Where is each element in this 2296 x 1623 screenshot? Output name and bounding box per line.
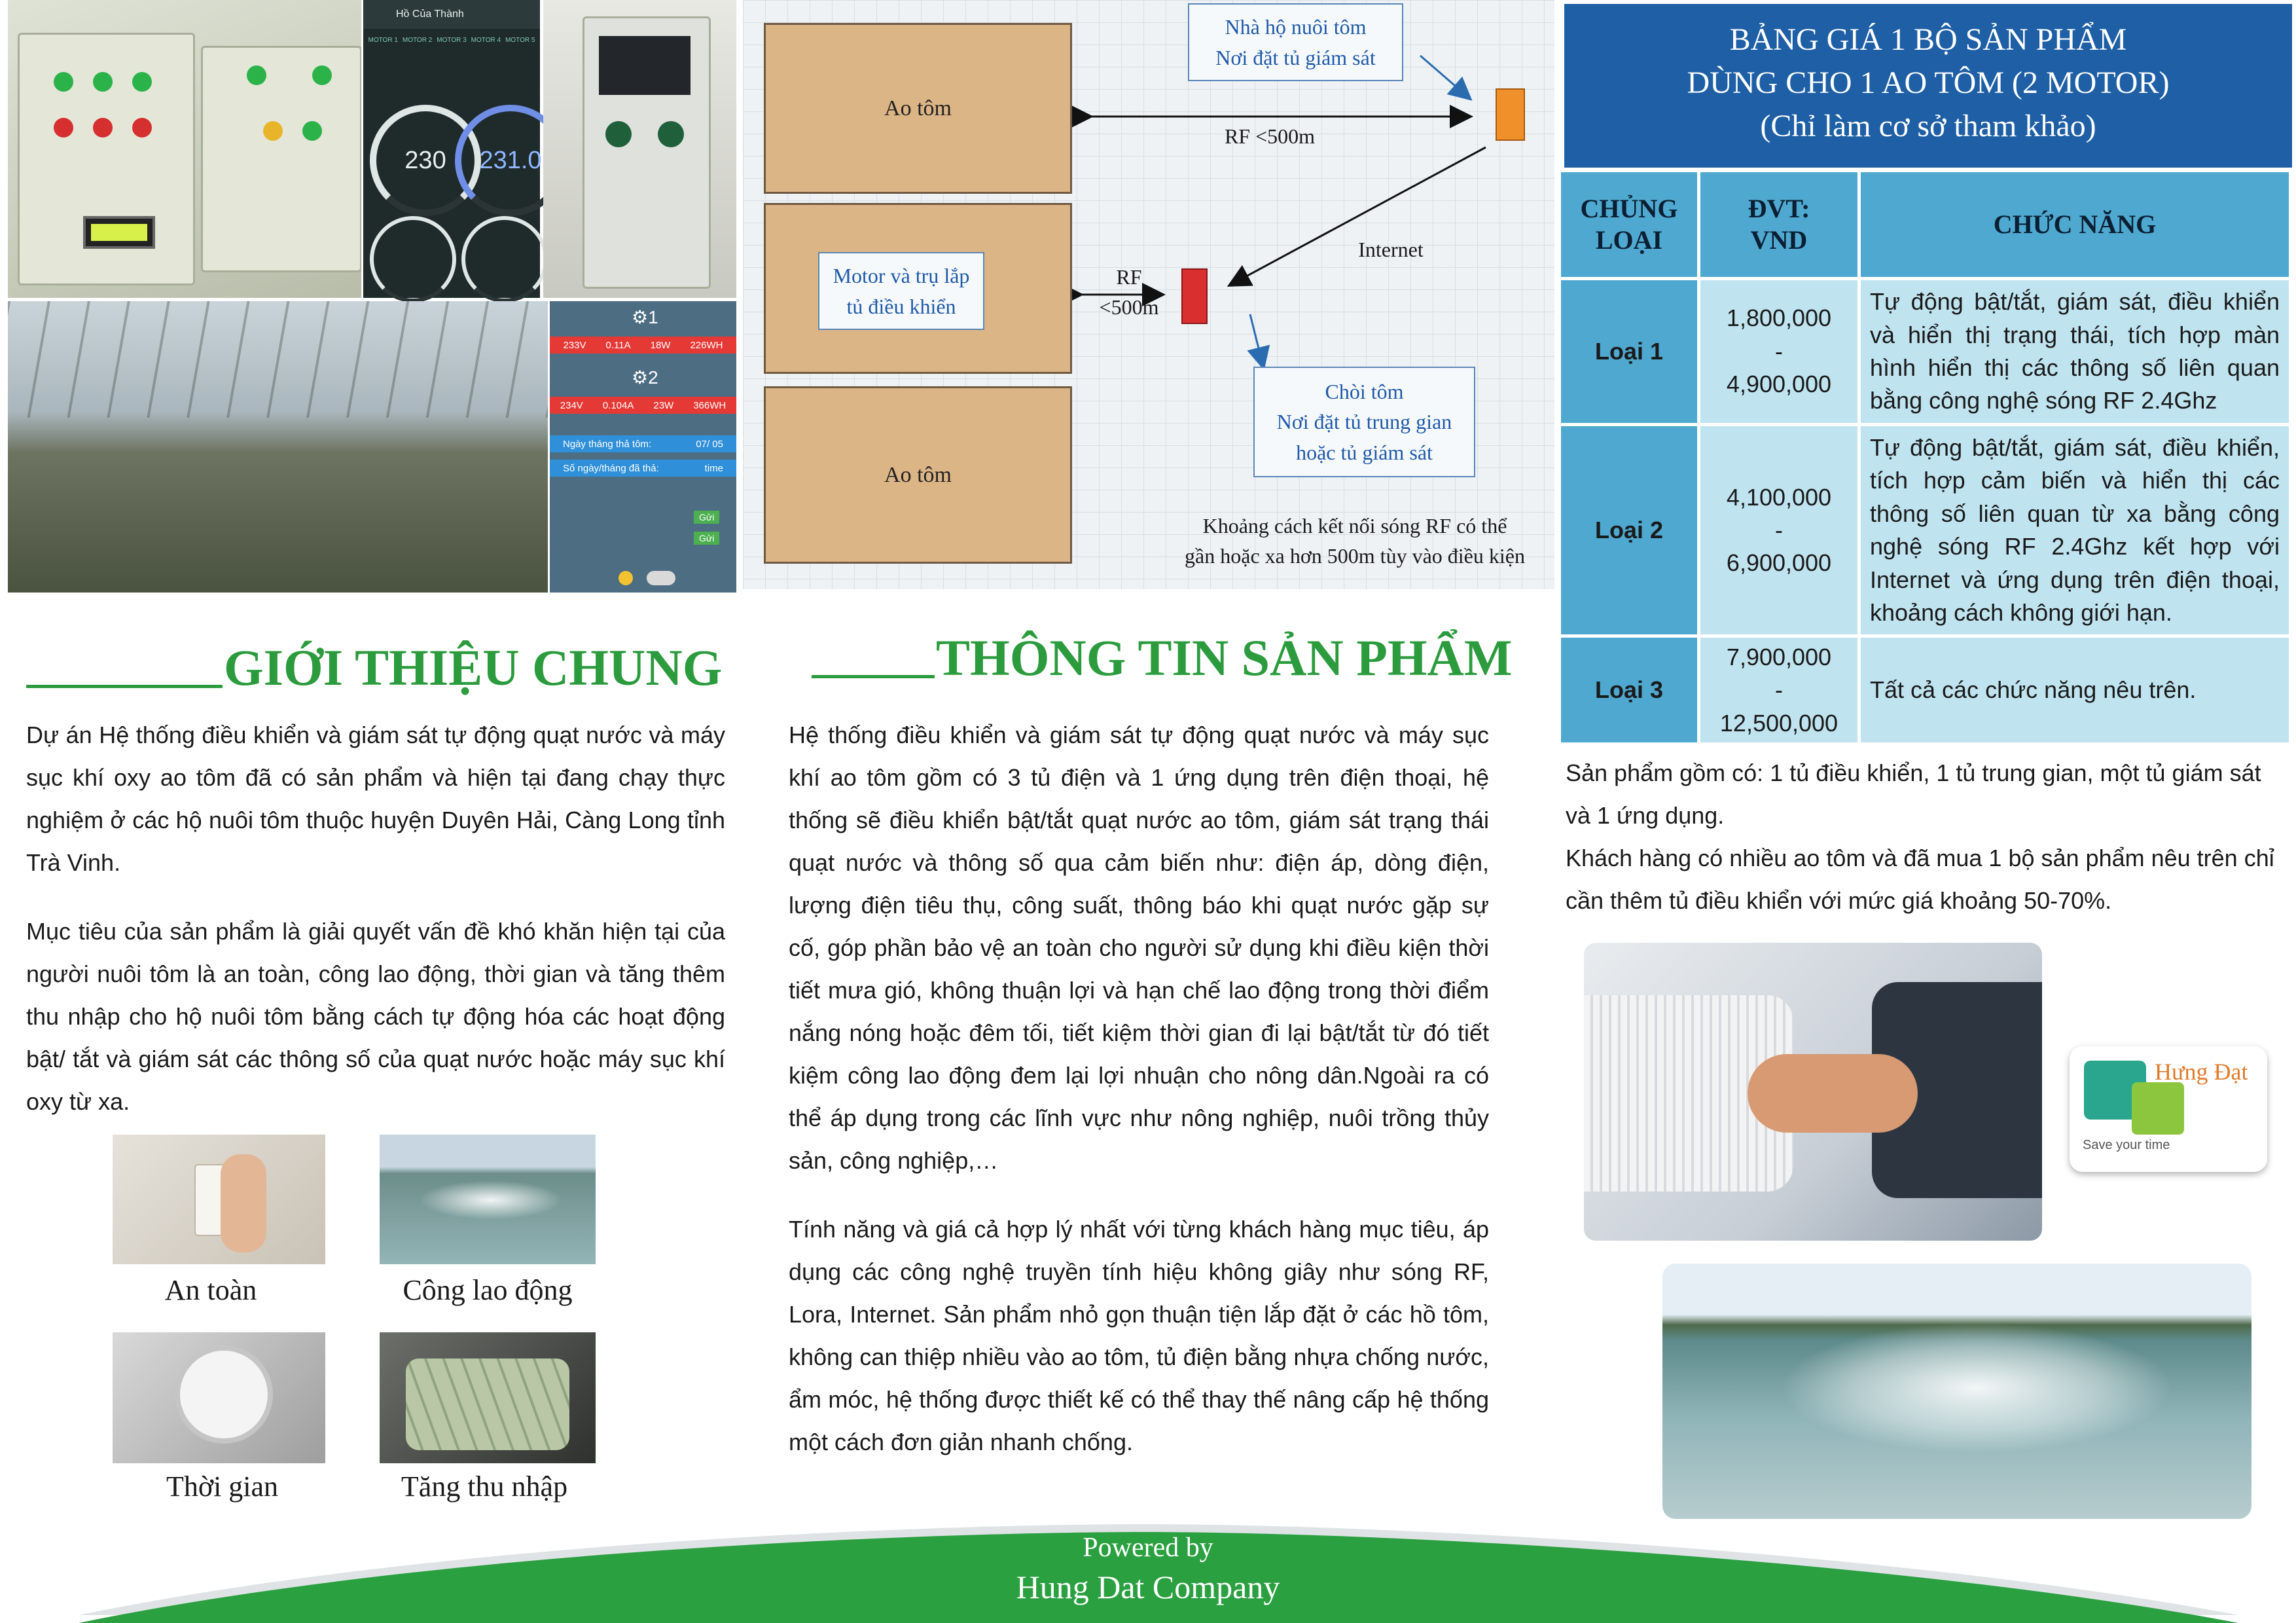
motor-2-reading: 234V 0.104A 23W 366WH [550,397,736,414]
intro-paragraph-1: Dự án Hệ thống điều khiển và giám sát tự động quạt nước và máy sục khí oxy ao tôm đã có sản phẩm và hiện tại đang chạy thực nghiệm ở các hộ nuôi tôm thuộc huyện Duyên Hải, Càng Long tỉnh Trà Vinh. [26,721,725,876]
row-price: 7,900,000 - 12,500,000 [1700,638,1857,742]
company-logo [2070,1046,2267,1172]
days-stocked-row[interactable]: Số ngày/tháng đã thả: time [550,460,736,477]
motor-box: Motor và trụ lắp tủ điều khiển [818,252,984,330]
row-type: Loại 1 [1561,280,1697,423]
col-header-unit: ĐVT: VND [1700,172,1857,277]
table-row [1561,426,2289,634]
row-function: Tự động bật/tắt, giám sát, điều khiển và hiển thị trạng thái, tích hợp màn hình hiển thị các thông số liên quan bằng công nghệ sóng RF 2.4Ghz [1861,280,2289,423]
row-price: 1,800,000 - 4,900,000 [1700,280,1857,423]
rf-range-top: RF <500m [1224,124,1316,148]
tile-caption-income: Tăng thu nhập [401,1470,568,1503]
aerator-pond-photo [1662,1264,2251,1519]
price-note-1: Sản phẩm gồm có: 1 tủ điều khiển, 1 tủ trung gian, một tủ giám sát và 1 ứng dụng. [1566,759,2261,829]
product-text [789,714,1489,1463]
time-image [113,1332,325,1463]
price-table [1558,169,2292,746]
phone-app-screenshot [363,0,540,298]
col-header-function: CHỨC NĂNG [1861,172,2289,277]
tile-caption-time: Thời gian [166,1470,279,1503]
product-heading: THÔNG TIN SẢN PHẨM [812,622,1512,687]
phone-tab[interactable]: MOTOR 4 [471,37,501,44]
price-title-line-3: (Chỉ làm cơ sở tham khảo) [1760,109,2096,143]
monitor-cabinet-icon [1496,88,1525,141]
voltage-gauge: 231.0 [455,105,566,216]
price-title [1564,4,2292,168]
price-notes [1566,752,2286,922]
control-cabinet-photo [8,0,361,298]
intro-heading: GIỚI THIỆU CHUNG [26,632,722,697]
tile-caption-safety: An toàn [164,1274,257,1306]
product-paragraph-1: Hệ thống điều khiển và giám sát tự động quạt nước và máy sục khí ao tôm gồm có 3 tủ điện và 1 ứng dụng trên điện thoại, hệ thống sẽ điều khiển bật/tắt quạt nước ao tôm, giám sát trạng thái quạt nước và thông số qua cảm biến như: điện áp, dòng điện, lượng điện tiêu thụ, công suất, thông báo khi quạt nước gặp sự cố, góp phần bảo vệ an toàn cho người sử dụng khi điều kiện thời tiết mưa gió, không thuận lợi và hạn chế lao động trong thời điểm nắng nóng hoặc đêm tối, tiết kiệm thời gian đi lại bật/tắt từ đó tiết kiệm công lao động đem lại lợi nhuận cho nông dân.Ngoài ra có thể áp dụng trong các lĩnh vực như nông nghiệp, nuôi trồng thủy sản, công nghiệp,… [789,721,1489,1174]
row-type: Loại 3 [1561,638,1697,742]
motor-2-label: ⚙2 [632,367,658,388]
motor-icon: ⚙ [632,307,649,327]
table-row [1561,280,2289,423]
row-type: Loại 2 [1561,426,1697,634]
price-note-2: Khách hàng có nhiều ao tôm và đã mua 1 bộ sản phẩm nêu trên chỉ cần thêm tủ điều khiển với mức giá khoảng 50-70%. [1566,845,2274,914]
voltage-gauge: 230 [370,105,481,216]
hut-box: Chòi tôm Nơi đặt tủ trung gian hoặc tủ giám sát [1253,367,1475,477]
shrimp-pond-photo [8,301,548,593]
cabinet-photo-2 [543,0,736,298]
house-box: Nhà hộ nuôi tôm Nơi đặt tủ giám sát [1188,3,1403,81]
price-title-line-2: DÙNG CHO 1 AO TÔM (2 MOTOR) [1687,65,2170,100]
footer-company: Hung Dat Company [1016,1569,1280,1605]
motor-1-label: ⚙1 [632,307,658,327]
price-title-line-1: BẢNG GIÁ 1 BỘ SẢN PHẨM [1729,22,2127,57]
intro-text [26,714,725,1123]
bulb-icon[interactable] [619,571,633,585]
power-gauge [461,216,548,302]
stock-date-row[interactable]: Ngày tháng thả tôm: 07/ 05 [550,435,736,452]
phone-tab[interactable]: MOTOR 5 [505,37,535,44]
phone-header: Hồ Của Thành [363,0,540,29]
logo-tagline: Save your time [2083,1138,2170,1152]
clock-icon [175,1345,273,1444]
row-function: Tự động bật/tắt, giám sát, điều khiển, tích hợp cảm biến và hiển thị các thông số liên quan từ xa bằng công nghệ sóng RF 2.4Ghz kết hợp với Internet và ứng dụng trên điện thoại, khoảng cách không giới hạn. [1861,426,2289,634]
row-price: 4,100,000 - 6,900,000 [1700,426,1857,634]
footer-powered-by: Powered by [1083,1533,1213,1563]
intro-paragraph-2: Mục tiêu của sản phẩm là giải quyết vấn đề khó khăn hiện tại của người nuôi tôm là an toàn, công lao động, thời gian và tăng thêm thu nhập cho hộ nuôi tôm bằng cách tự động hóa các hoạt động bật/ tắt và giám sát các thông số của quạt nước hoặc máy sục khí oxy từ xa. [26,918,725,1115]
row-function: Tất cả các chức năng nêu trên. [1861,638,2289,742]
phone-tab[interactable]: MOTOR 3 [437,37,467,44]
pond-top: Ao tôm [764,23,1072,194]
diagram-note: Khoảng cách kết nối sóng RF có thể gần hoặc xa hơn 500m tùy vào điều kiện [1185,514,1525,568]
phone-tab[interactable]: MOTOR 2 [402,37,433,44]
income-image [380,1332,596,1463]
current-gauge [370,216,456,302]
intermediate-cabinet-icon [1181,268,1208,324]
heading-rule [812,675,935,678]
motor-1-reading: 233V 0.11A 18W 226WH [550,337,736,354]
col-header-type: CHỦNG LOẠI [1561,172,1697,277]
internet-label: Internet [1358,238,1424,261]
logo-leaf-icon [2132,1082,2184,1135]
pond-bottom: Ao tôm [764,386,1072,564]
logo-name: Hưng Đạt [2155,1059,2248,1085]
tile-caption-labor: Công lao động [403,1274,573,1306]
motor-icon: ⚙ [632,367,649,388]
rf-range-mid: RF <500m [1099,265,1159,319]
handshake-photo [1584,943,2042,1241]
toggle-switch[interactable] [647,571,675,585]
safety-image [113,1135,325,1264]
labor-image [380,1135,596,1264]
app-control-panel [550,301,736,593]
table-row [1561,638,2289,742]
send-button[interactable]: Gửi [694,511,719,524]
system-diagram [743,0,1554,589]
phone-tab[interactable]: MOTOR 1 [368,37,398,44]
money-icon [406,1359,569,1450]
heading-rule [26,685,223,688]
send-button[interactable]: Gửi [694,532,719,545]
product-paragraph-2: Tính năng và giá cả hợp lý nhất với từng khách hàng mục tiêu, áp dụng các công nghệ truyền tính hiệu không giây như sóng RF, Lora, Internet. Sản phẩm nhỏ gọn thuận tiện lắp đặt ở các hồ tôm, không can thiệp nhiều vào ao tôm, tủ điện bằng nhựa chống nước, ẩm móc, hệ thống được thiết kế có thể thay thế nâng cấp hệ thống một cách đơn giản nhanh chống. [789,1216,1489,1455]
